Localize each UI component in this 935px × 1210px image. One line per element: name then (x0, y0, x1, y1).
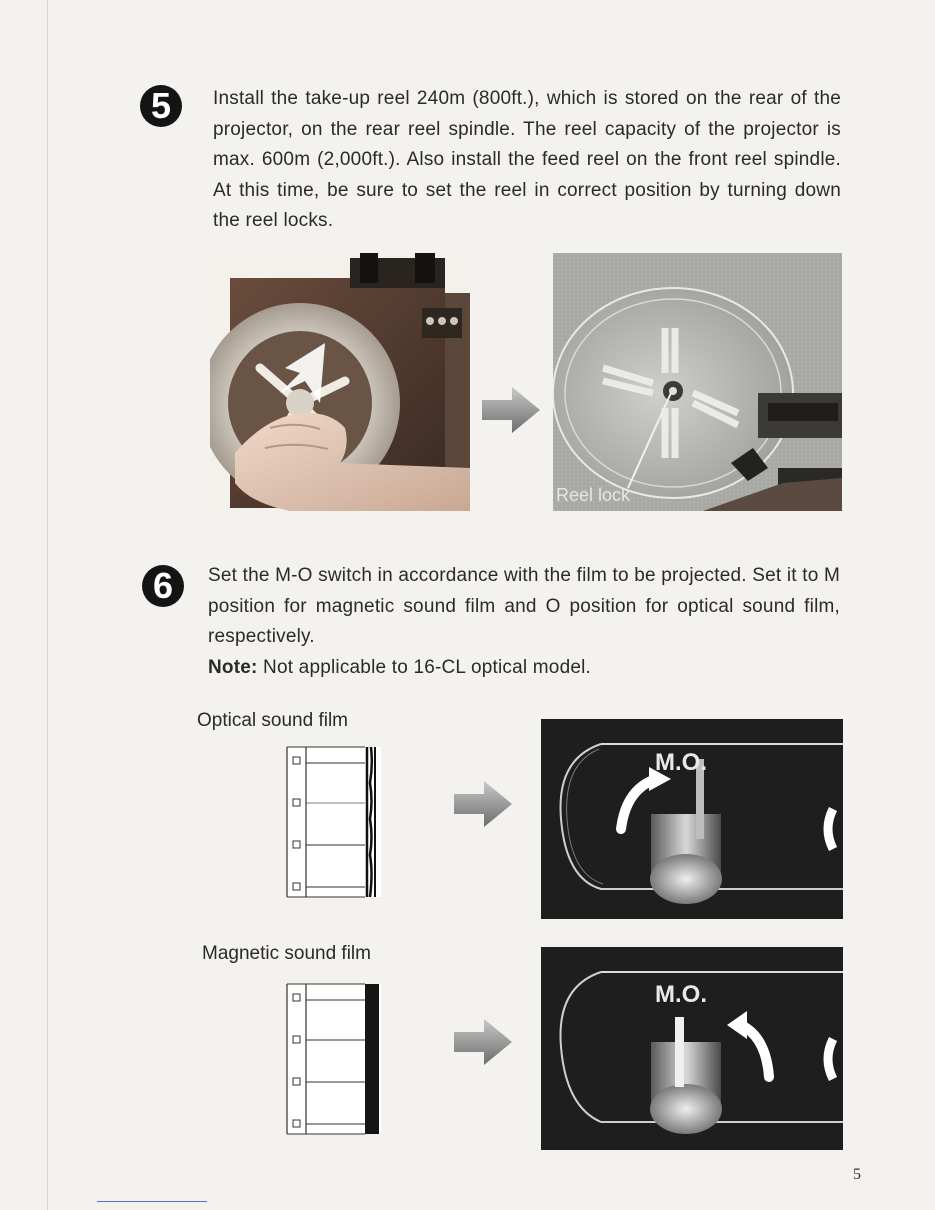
bottom-rule (97, 1201, 207, 1202)
step-5-text (213, 84, 841, 237)
step-6-number-badge: 6 (142, 565, 184, 607)
optical-sound-film-label: Optical sound film (197, 710, 349, 731)
reel-lock-illustration (553, 253, 842, 511)
mo-switch-magnetic-illustration (541, 947, 843, 1150)
arrow-right-icon-optical (452, 779, 514, 829)
step-6-text (208, 561, 840, 683)
page-number: 5 (853, 1166, 861, 1183)
step-6-paragraph: Set the M-O switch in accordance with the film to be projected. Set it to M position for magnetic sound film and O position for optical sound film, respectively. (208, 565, 840, 647)
scan-edge-line (47, 0, 48, 1210)
step-6-note (208, 653, 840, 684)
mo-switch-optical-photo (541, 719, 843, 919)
reel-lock-caption: Reel lock (556, 485, 631, 505)
reel-lock-photo (553, 253, 842, 511)
mo-label-optical: M.O. (655, 749, 707, 776)
magnetic-film-diagram (285, 982, 385, 1137)
reel-install-illustration (210, 253, 470, 511)
magnetic-sound-film-label: Magnetic sound film (202, 943, 371, 964)
mo-label-magnetic: M.O. (655, 981, 707, 1008)
note-label: Note: (208, 656, 258, 678)
reel-install-photo (210, 253, 470, 511)
arrow-right-icon (480, 385, 542, 435)
step-5-number-badge: 5 (140, 85, 182, 127)
step-5-paragraph: Install the take-up reel 240m (800ft.), which is stored on the rear of the projector, on the rear reel spindle. The reel capacity of the projector is max. 600m (2,000ft.). Also install the feed reel on the front reel spindle. At this time, be sure to set the reel in correct position by turning down the reel locks. (213, 88, 841, 231)
arrow-right-icon-magnetic (452, 1017, 514, 1067)
mo-switch-magnetic-photo (541, 947, 843, 1150)
optical-film-diagram (285, 745, 385, 900)
note-text: Not applicable to 16-CL optical model. (257, 656, 592, 678)
